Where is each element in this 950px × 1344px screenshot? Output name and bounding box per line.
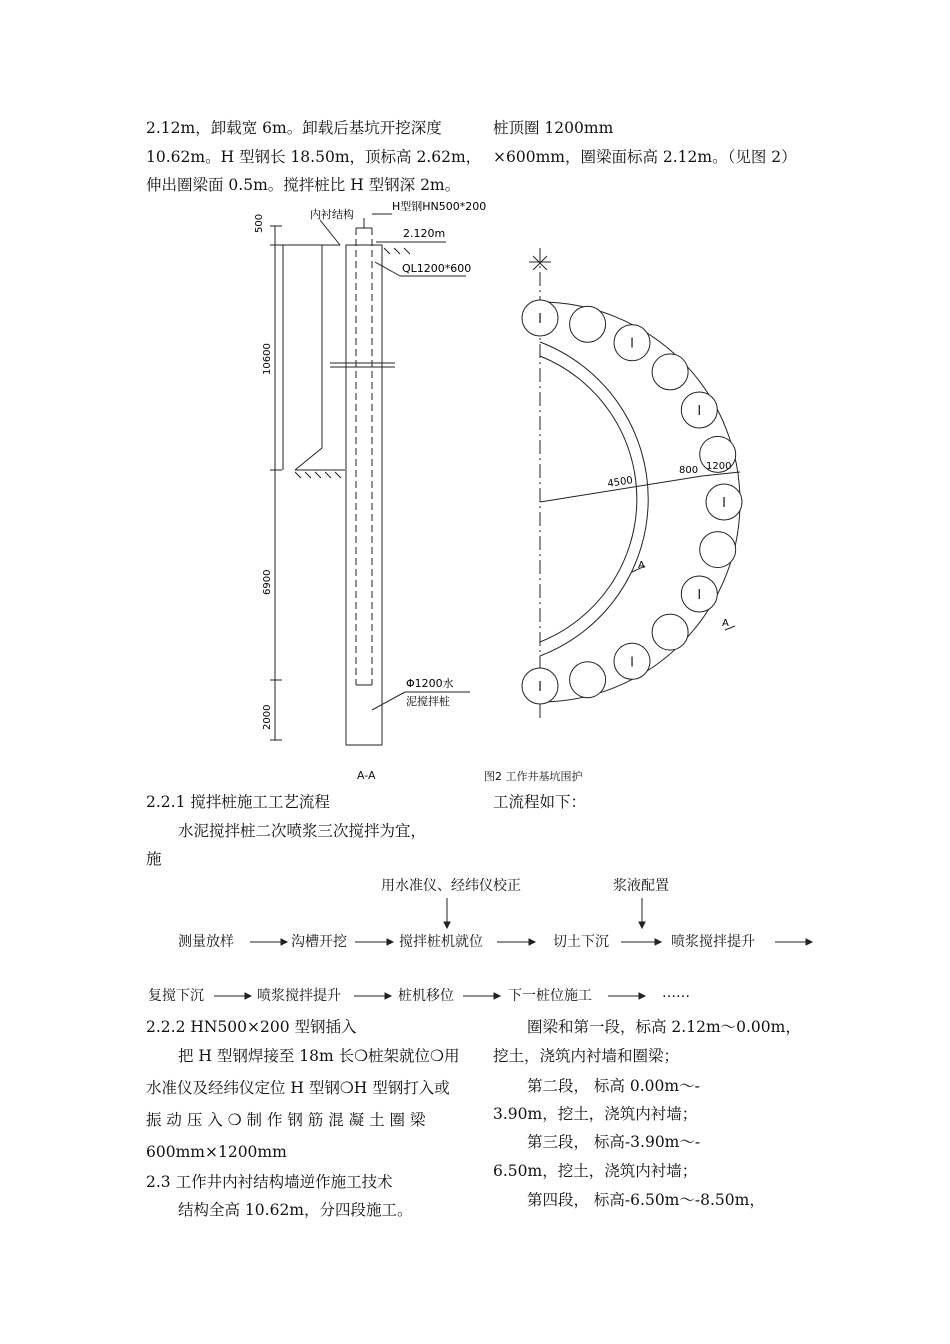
text-line: 第四段， 标高-6.50m～-8.50m， bbox=[527, 1191, 765, 1209]
text-line: 把 H 型钢焊接至 18m 长❍桩架就位❍用 bbox=[178, 1047, 460, 1065]
flow-step: 下一桩位施工 bbox=[508, 988, 592, 1004]
fig-label-inner: 内衬结构 bbox=[310, 208, 354, 221]
flow-note-slurry: 浆液配置 bbox=[613, 878, 669, 894]
text-line: 水泥搅拌桩二次喷浆三次搅拌为宜， bbox=[178, 822, 427, 840]
flow-step: …… bbox=[662, 985, 690, 1001]
mixing-pile bbox=[652, 354, 688, 390]
dim-6900: 6900 bbox=[262, 569, 273, 595]
h-steel-icon: I bbox=[697, 588, 702, 603]
flow-step: 桩机移位 bbox=[398, 988, 454, 1004]
text-line: 10.62m。H 型钢长 18.50m，顶标高 2.62m， bbox=[146, 148, 482, 166]
dim-800: 800 bbox=[679, 465, 699, 476]
section-heading: 2.3 工作井内衬结构墙逆作施工技术 bbox=[146, 1173, 393, 1191]
fig-label-ql: QL1200*600 bbox=[402, 262, 472, 275]
text-line: 第二段， 标高 0.00m～- bbox=[527, 1077, 700, 1095]
text-line: 第三段， 标高-3.90m～- bbox=[527, 1133, 701, 1151]
mixing-pile bbox=[652, 614, 688, 650]
flow-step: 切土下沉 bbox=[553, 934, 609, 950]
flow-step: 喷浆搅拌提升 bbox=[257, 988, 341, 1004]
text-line: 桩顶圈 1200mm bbox=[493, 119, 614, 137]
mixing-pile bbox=[570, 662, 606, 698]
text-line: 3.90m，挖土，浇筑内衬墙； bbox=[493, 1105, 698, 1123]
flow-step: 测量放样 bbox=[178, 934, 234, 950]
text-line: 6.50m，挖土，浇筑内衬墙； bbox=[493, 1162, 698, 1180]
text-line: 施 bbox=[146, 850, 162, 868]
h-steel-icon: I bbox=[630, 336, 634, 352]
section-mark-a2: A bbox=[722, 618, 729, 629]
text-line: ×600mm，圈梁面标高 2.12m。（见图 2） bbox=[493, 148, 797, 166]
h-steel-icon: I bbox=[538, 680, 542, 695]
text-line: 工流程如下： bbox=[493, 793, 587, 811]
mixing-pile bbox=[570, 306, 606, 342]
h-steel-icon: I bbox=[722, 496, 726, 511]
section-heading: 2.2.2 HN500×200 型钢插入 bbox=[146, 1018, 357, 1036]
dim-500: 500 bbox=[254, 213, 265, 233]
text-line: 2.12m，卸载宽 6m。卸载后基坑开挖深度 bbox=[146, 119, 442, 137]
flow-step: 搅拌桩机就位 bbox=[399, 934, 483, 950]
fig-label-hsteel: H型钢HN500*200 bbox=[392, 200, 487, 213]
text-line: 水准仪及经纬仪定位 H 型钢❍H 型钢打入或 bbox=[146, 1079, 450, 1097]
h-steel-icon: I bbox=[697, 404, 702, 419]
fig-label-pile1: Φ1200水 bbox=[406, 677, 454, 690]
fig-label-pile2: 泥搅拌桩 bbox=[406, 695, 450, 708]
h-steel-icon: I bbox=[538, 312, 542, 327]
radius-4500: 4500 bbox=[606, 475, 634, 490]
text-line: 结构全高 10.62m，分四段施工。 bbox=[178, 1201, 413, 1219]
dim-1200: 1200 bbox=[706, 461, 732, 472]
text-line: 600mm×1200mm bbox=[146, 1143, 287, 1161]
section-mark-a: A bbox=[638, 560, 645, 571]
text-line: 伸出圈梁面 0.5m。搅拌桩比 H 型钢深 2m。 bbox=[146, 176, 461, 194]
fig-label-elev: 2.120m bbox=[403, 227, 446, 240]
figure-caption-left: A-A bbox=[357, 769, 376, 782]
text-line: 圈梁和第一段，标高 2.12m～0.00m， bbox=[527, 1018, 801, 1036]
flow-step: 喷浆搅拌提升 bbox=[671, 934, 755, 950]
flow-step: 复搅下沉 bbox=[148, 988, 204, 1004]
shaft-retaining-figure bbox=[0, 190, 950, 790]
flow-note-calibrate: 用水准仪、经纬仪校正 bbox=[381, 878, 521, 894]
text-line: 挖土，浇筑内衬墙和圈梁； bbox=[493, 1047, 680, 1065]
mixing-pile bbox=[700, 532, 736, 568]
dim-2000: 2000 bbox=[262, 704, 273, 730]
flow-step: 沟槽开挖 bbox=[291, 934, 347, 950]
text-line: 振 动 压 入 ❍ 制 作 钢 筋 混 凝 土 圈 梁 bbox=[146, 1111, 426, 1129]
section-heading: 2.2.1 搅拌桩施工工艺流程 bbox=[146, 793, 330, 811]
figure-caption: 图2 工作井基坑围护 bbox=[484, 770, 583, 783]
dim-10600: 10600 bbox=[262, 343, 273, 375]
h-steel-icon: I bbox=[630, 655, 634, 671]
